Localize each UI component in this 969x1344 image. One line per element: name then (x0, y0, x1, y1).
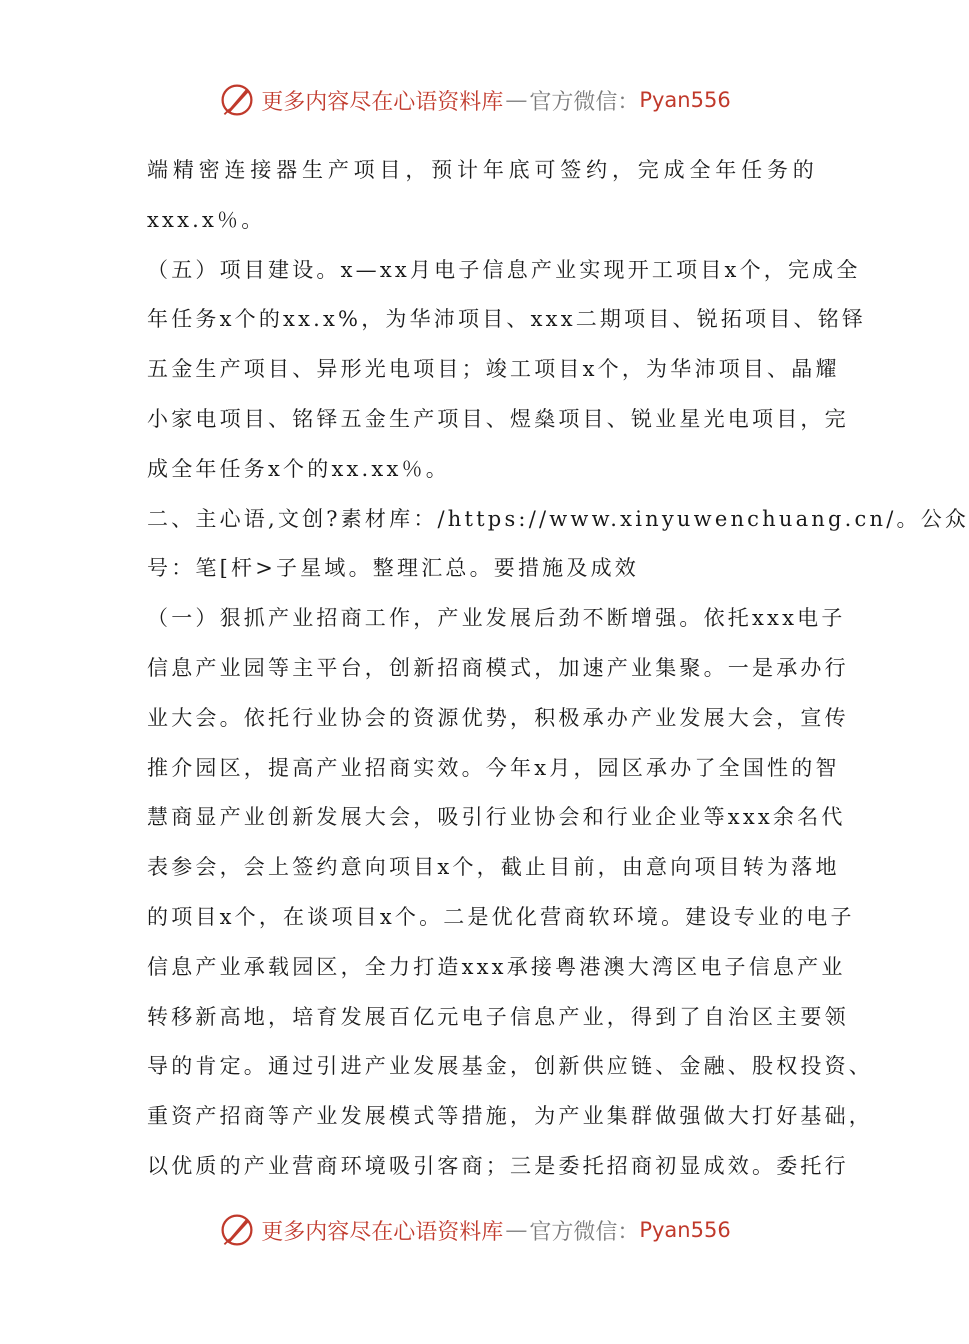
text-line: （一）狠抓产业招商工作，产业发展后劲不断增强。依托xxx电子 (147, 606, 846, 631)
text-line: 慧商显产业创新发展大会，吸引行业协会和行业企业等xxx余名代 (147, 805, 846, 830)
watermark-main-text: 更多内容尽在心语资料库 (261, 1219, 504, 1245)
text-line: 业大会。依托行业协会的资源优势，积极承办产业发展大会，宣传 (147, 705, 849, 730)
watermark-main-text: 更多内容尽在心语资料库 (261, 89, 504, 115)
text-line: 信息产业园等主平台，创新招商模式，加速产业集聚。一是承办行 (147, 655, 849, 680)
text-line: 年任务x个的xx.x%，为华沛项目、xxx二期项目、锐拓项目、铭铎 (147, 307, 867, 332)
header-watermark (0, 82, 950, 118)
text-line: 五金生产项目、异形光电项目；竣工项目x个，为华沛项目、晶耀 (147, 357, 840, 382)
text-line: 的项目x个，在谈项目x个。二是优化营商软环境。建设专业的电子 (147, 904, 855, 929)
watermark-wechat-label: 官方微信： (529, 89, 640, 115)
text-line: 重资产招商等产业发展模式等措施，为产业集群做强做大打好基础， (147, 1104, 873, 1129)
text-line: 转移新高地，培育发展百亿元电子信息产业，得到了自治区主要领 (147, 1004, 849, 1029)
document-body (147, 146, 969, 1192)
footer-watermark (0, 1212, 950, 1248)
text-line: 端精密连接器生产项目，预计年底可签约，完成全年任务的 (147, 158, 817, 182)
quill-pen-logo-icon (219, 1212, 255, 1248)
text-line: 二、主心语,文创?素材库：/https://www.xinyuwenchuang.cn/。公众 (147, 506, 969, 531)
text-line: 成全年任务x个的xx.xx％。 (147, 456, 450, 481)
watermark-wechat-id: Pyan556 (639, 88, 731, 112)
watermark-separator: — (505, 87, 528, 113)
text-line: 推介园区，提高产业招商实效。今年x月，园区承办了全国性的智 (147, 755, 840, 780)
watermark-separator: — (505, 1217, 528, 1243)
text-line: xxx.x％。 (147, 207, 266, 232)
text-line: 以优质的产业营商环境吸引客商；三是委托招商初显成效。委托行 (147, 1153, 849, 1178)
watermark-wechat-id: Pyan556 (639, 1218, 731, 1242)
text-line: 导的肯定。通过引进产业发展基金，创新供应链、金融、股权投资、 (147, 1054, 873, 1079)
quill-pen-logo-icon (219, 82, 255, 118)
watermark-wechat-label: 官方微信： (529, 1219, 640, 1245)
text-line: （五）项目建设。x—xx月电子信息产业实现开工项目x个，完成全 (147, 257, 861, 282)
text-line: 小家电项目、铭铎五金生产项目、煜燊项目、锐业星光电项目，完 (147, 406, 849, 431)
text-line: 号：笔[杆>子星域。整理汇总。要措施及成效 (147, 556, 639, 581)
text-line: 表参会，会上签约意向项目x个，截止目前，由意向项目转为落地 (147, 855, 840, 880)
text-line: 信息产业承载园区，全力打造xxx承接粤港澳大湾区电子信息产业 (147, 954, 846, 979)
